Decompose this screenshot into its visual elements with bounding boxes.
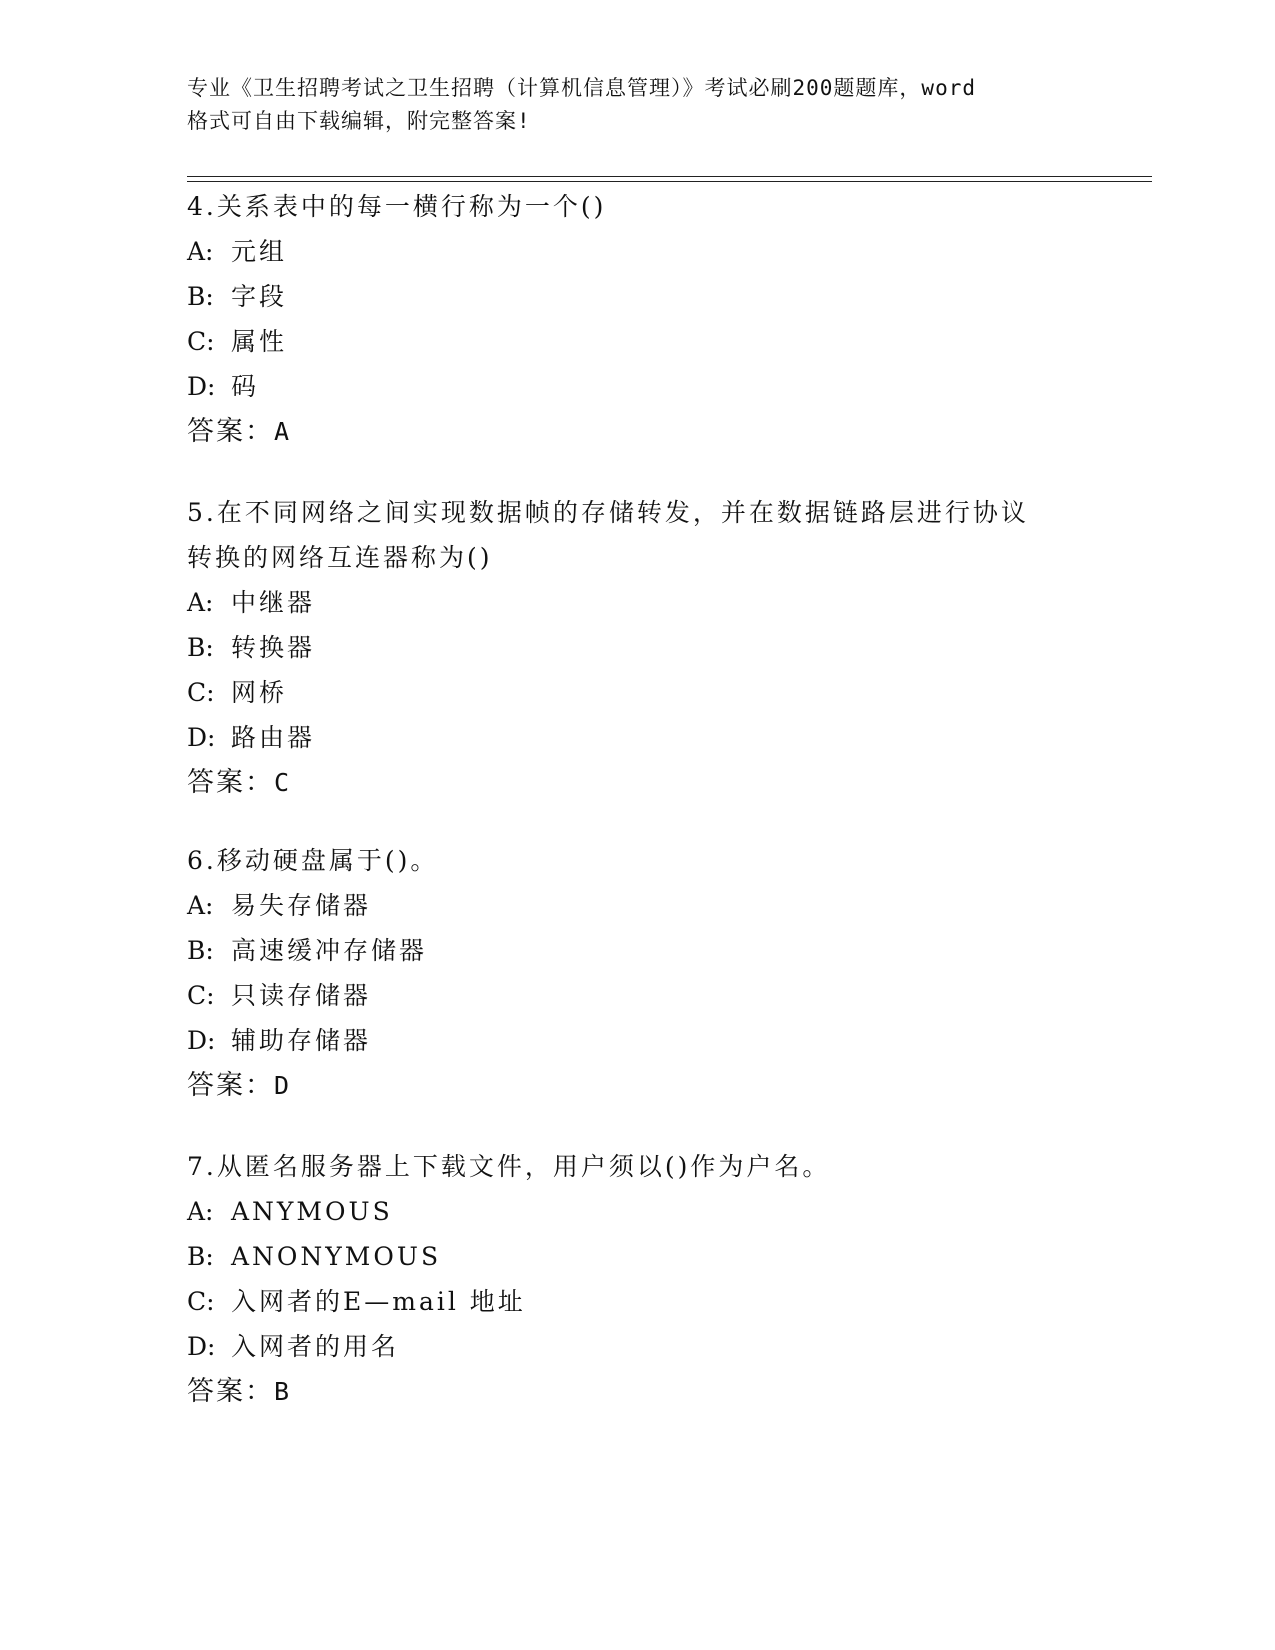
option-text: 入网者的E—mail 地址 [231, 1287, 526, 1316]
header-divider-top [187, 176, 1152, 177]
option-text: 中继器 [231, 588, 316, 617]
option-letter: C: [187, 327, 215, 356]
question-stem: 4.关系表中的每一横行称为一个() [187, 192, 607, 221]
option-text: ANYMOUS [231, 1197, 393, 1226]
answer-value: B [274, 1377, 290, 1406]
header-line-1: 专业《卫生招聘考试之卫生招聘（计算机信息管理）》考试必刷200题题库，word [187, 76, 976, 100]
header-line-2: 格式可自由下载编辑，附完整答案! [187, 109, 531, 133]
answer-value: D [274, 1071, 290, 1100]
option-letter: B: [187, 282, 214, 311]
option-text: 码 [231, 372, 260, 401]
document-header [187, 72, 1107, 138]
option-a [187, 229, 1087, 274]
option-a [187, 883, 1087, 928]
question-stem-continued: 转换的网络互连器称为() [187, 543, 493, 572]
option-letter: C: [187, 678, 215, 707]
option-text: ANONYMOUS [231, 1242, 442, 1271]
answer-line [187, 760, 1087, 805]
option-text: 字段 [231, 282, 288, 311]
option-text: 路由器 [231, 723, 316, 752]
question-stem: 7.从匿名服务器上下载文件，用户须以()作为户名。 [187, 1152, 831, 1181]
option-c [187, 670, 1087, 715]
option-c [187, 319, 1087, 364]
option-c [187, 973, 1087, 1018]
option-letter: B: [187, 633, 214, 662]
option-text: 元组 [231, 237, 288, 266]
question-stem: 6.移动硬盘属于()。 [187, 846, 439, 875]
option-d [187, 715, 1087, 760]
answer-label: 答案： [187, 416, 274, 447]
answer-line [187, 409, 1087, 454]
option-text: 网桥 [231, 678, 288, 707]
option-d [187, 364, 1087, 409]
option-b [187, 928, 1087, 973]
option-letter: C: [187, 981, 215, 1010]
option-text: 只读存储器 [231, 981, 372, 1010]
question-block [187, 838, 1087, 1108]
option-a [187, 580, 1087, 625]
option-letter: D: [187, 723, 216, 752]
option-text: 转换器 [231, 633, 316, 662]
question-block [187, 184, 1087, 454]
option-text: 易失存储器 [231, 891, 372, 920]
option-text: 高速缓冲存储器 [231, 936, 428, 965]
option-text: 辅助存储器 [231, 1026, 372, 1055]
option-letter: D: [187, 372, 216, 401]
option-text: 入网者的用名 [231, 1332, 400, 1361]
option-b [187, 1234, 1087, 1279]
answer-label: 答案： [187, 1376, 274, 1407]
option-d [187, 1324, 1087, 1369]
option-letter: D: [187, 1332, 216, 1361]
option-text: 属性 [231, 327, 288, 356]
answer-value: A [274, 417, 290, 446]
option-letter: A: [187, 588, 214, 617]
answer-line [187, 1063, 1087, 1108]
header-divider-bottom [187, 181, 1152, 182]
option-b [187, 625, 1087, 670]
answer-line [187, 1369, 1087, 1414]
option-letter: A: [187, 891, 214, 920]
option-a [187, 1189, 1087, 1234]
answer-label: 答案： [187, 1070, 274, 1101]
option-letter: B: [187, 1242, 214, 1271]
option-letter: C: [187, 1287, 215, 1316]
question-block [187, 1144, 1087, 1414]
question-block [187, 490, 1087, 805]
question-stem: 5.在不同网络之间实现数据帧的存储转发，并在数据链路层进行协议 [187, 498, 1029, 527]
answer-label: 答案： [187, 767, 274, 798]
option-letter: D: [187, 1026, 216, 1055]
option-c [187, 1279, 1087, 1324]
option-letter: B: [187, 936, 214, 965]
answer-value: C [274, 768, 290, 797]
option-b [187, 274, 1087, 319]
option-d [187, 1018, 1087, 1063]
option-letter: A: [187, 237, 214, 266]
option-letter: A: [187, 1197, 214, 1226]
